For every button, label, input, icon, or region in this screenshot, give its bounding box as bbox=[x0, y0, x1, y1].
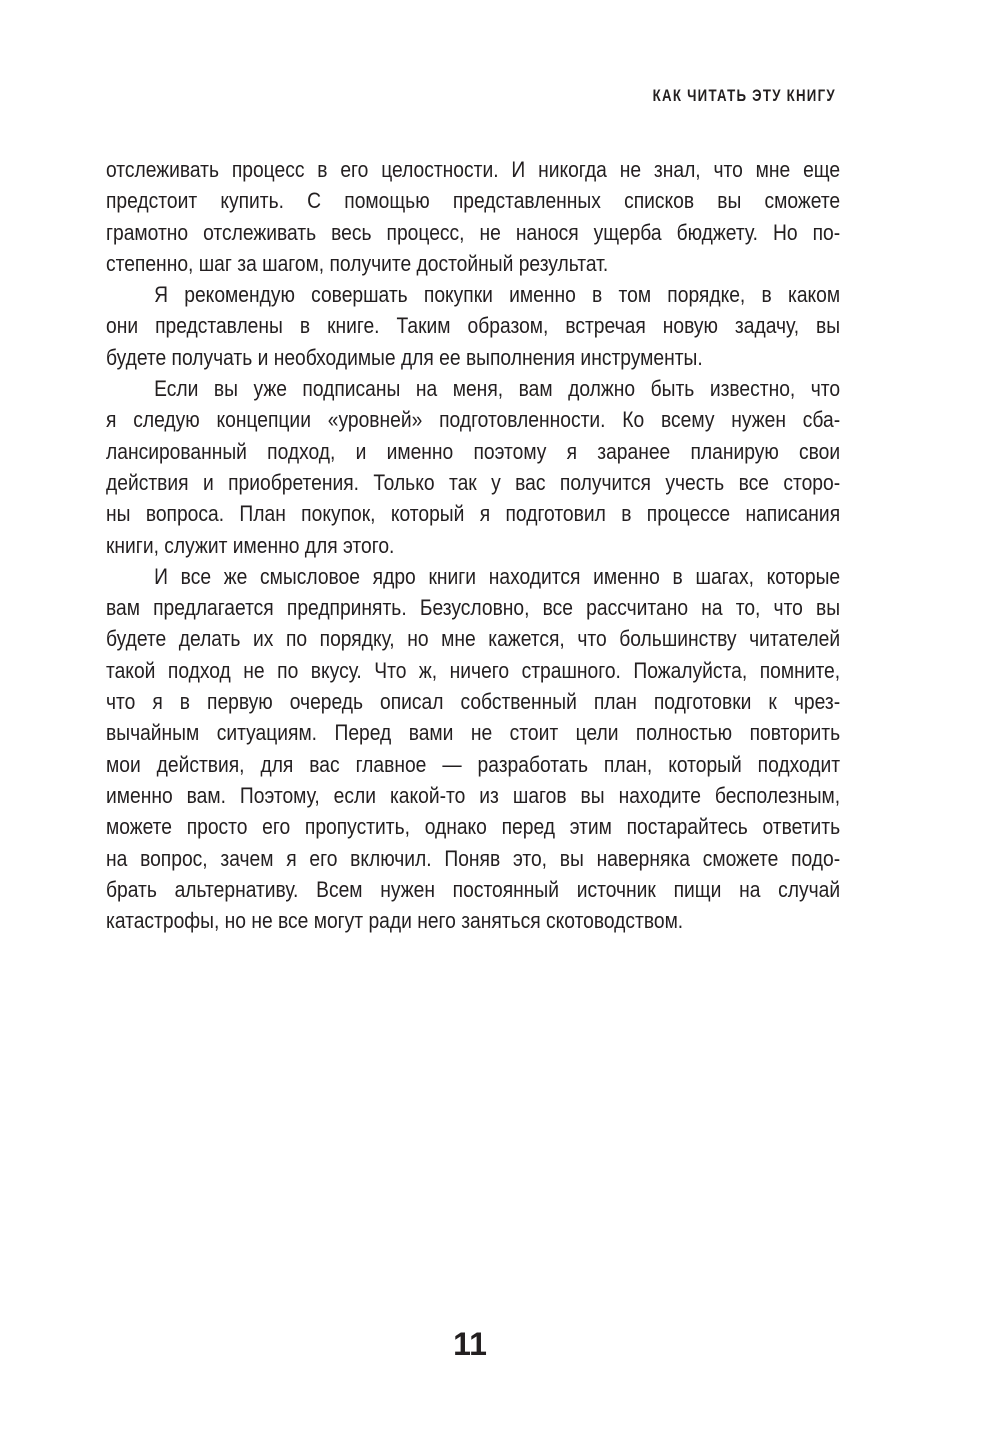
text-line: вам предлагается предпринять. Безусловно, все рассчитано на то, что вы bbox=[106, 595, 841, 621]
text-line: Я рекомендую совершать покупки именно в том порядке, в каком bbox=[154, 282, 841, 308]
text-line: ны вопроса. План покупок, который я подготовил в процессе написания bbox=[106, 501, 841, 527]
text-line: именно вам. Поэтому, если какой-то из шагов вы находите бесполезным, bbox=[106, 782, 841, 808]
text-line: что я в первую очередь описал собственный план подготовки к чрез- bbox=[106, 689, 841, 715]
text-line: брать альтернативу. Всем нужен постоянный источник пищи на случай bbox=[106, 876, 841, 902]
text-line: катастрофы, но не все могут ради него заняться скотоводством. bbox=[106, 908, 684, 934]
text-line: действия и приобретения. Только так у вас получится учесть все сторо- bbox=[106, 469, 841, 495]
text-line: я следую концепции «уровней» подготовленности. Ко всему нужен сба- bbox=[106, 407, 841, 433]
text-line: мои действия, для вас главное — разработать план, который подходит bbox=[106, 751, 841, 777]
text-line: на вопрос, зачем я его включил. Поняв это, вы наверняка сможете подо- bbox=[106, 845, 841, 871]
text-line: можете просто его пропустить, однако перед этим постарайтесь ответить bbox=[106, 814, 841, 840]
text-line: предстоит купить. С помощью представленных списков вы сможете bbox=[106, 188, 841, 214]
text-line: И все же смысловое ядро книги находится именно в шагах, которые bbox=[154, 563, 841, 589]
text-line: степенно, шаг за шагом, получите достойный результат. bbox=[106, 250, 609, 276]
text-line: книги, служит именно для этого. bbox=[106, 532, 395, 558]
text-line: лансированный подход, и именно поэтому я заранее планирую свои bbox=[106, 438, 841, 464]
page-number: 11 bbox=[453, 1326, 487, 1362]
text-line: будете получать и необходимые для ее выполнения инструменты. bbox=[106, 344, 703, 370]
text-line: отслеживать процесс в его целостности. И никогда не знал, что мне еще bbox=[106, 157, 841, 182]
running-header: КАК ЧИТАТЬ ЭТУ КНИГУ bbox=[652, 86, 836, 105]
body-text bbox=[106, 154, 840, 936]
text-line: грамотно отслеживать весь процесс, не нанося ущерба бюджету. Но по- bbox=[106, 219, 841, 245]
text-line: они представлены в книге. Таким образом, встречая новую задачу, вы bbox=[106, 313, 841, 339]
text-line: вычайным ситуациям. Перед вами не стоит цели полностью повторить bbox=[106, 720, 841, 746]
text-line: будете делать их по порядку, но мне кажется, что большинству читателей bbox=[106, 626, 841, 652]
text-line: такой подход не по вкусу. Что ж, ничего страшного. Пожалуйста, помните, bbox=[106, 657, 841, 683]
text-line: Если вы уже подписаны на меня, вам должно быть известно, что bbox=[154, 376, 841, 402]
